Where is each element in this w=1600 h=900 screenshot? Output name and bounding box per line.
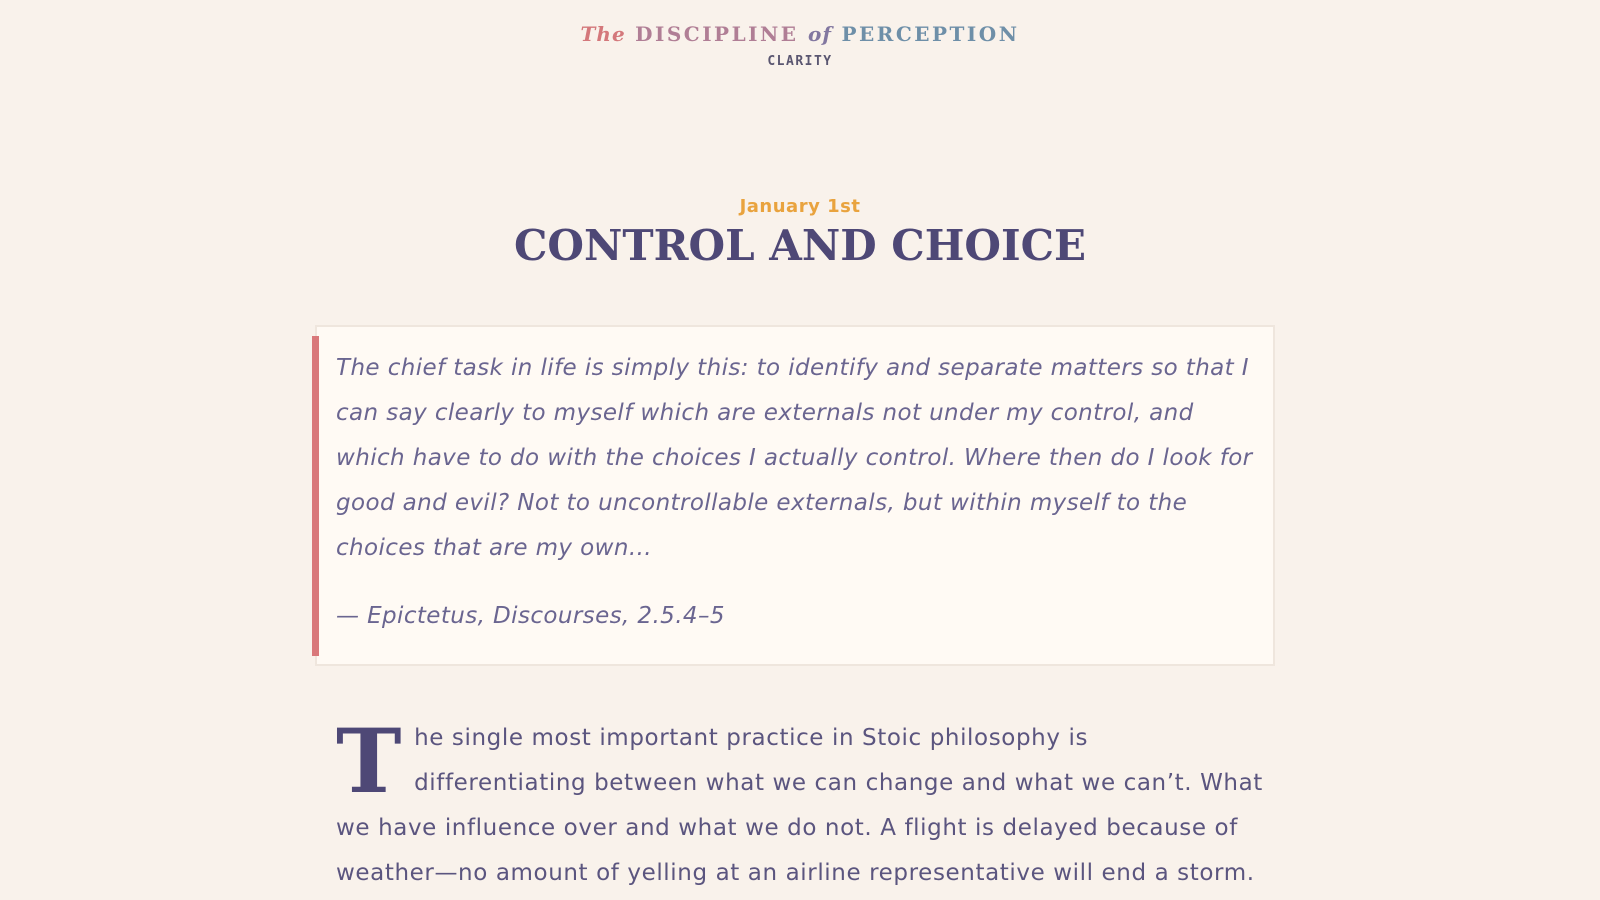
site-title-perception: PERCEPTION	[841, 22, 1020, 46]
page-title: CONTROL AND CHOICE	[513, 221, 1087, 270]
site-title[interactable]	[0, 20, 1600, 48]
body-paragraph	[336, 709, 1266, 896]
site-title-of: of	[808, 22, 832, 46]
section-label[interactable]: CLARITY	[767, 54, 833, 69]
quote-text: The chief task in life is simply this: to identify and separate matters so that I can say clearly to myself which are externals not under my control, and which have to do with the choices I actually control. Where then do I look for good and evil? Not to uncontrollable externals, but within myself to the choices that are my own…	[336, 355, 1253, 561]
quote-accent-bar	[312, 336, 319, 656]
site-header	[0, 20, 1600, 69]
site-title-the: The	[580, 22, 626, 46]
entry-date: January 1st	[739, 196, 861, 217]
quote-attribution: — Epictetus, Discourses, 2.5.4–5	[336, 603, 725, 629]
body-paragraph-text: he single most important practice in Stoic philosophy is differentiating between what we can change and what we can’t. What we have influence over and what we do not. A flight is delayed because of weather—no amount of yelling at an airline representative will end a storm.	[336, 725, 1263, 886]
entry-header	[0, 196, 1600, 270]
site-title-discipline: DISCIPLINE	[635, 22, 799, 46]
drop-cap: T	[336, 709, 403, 813]
